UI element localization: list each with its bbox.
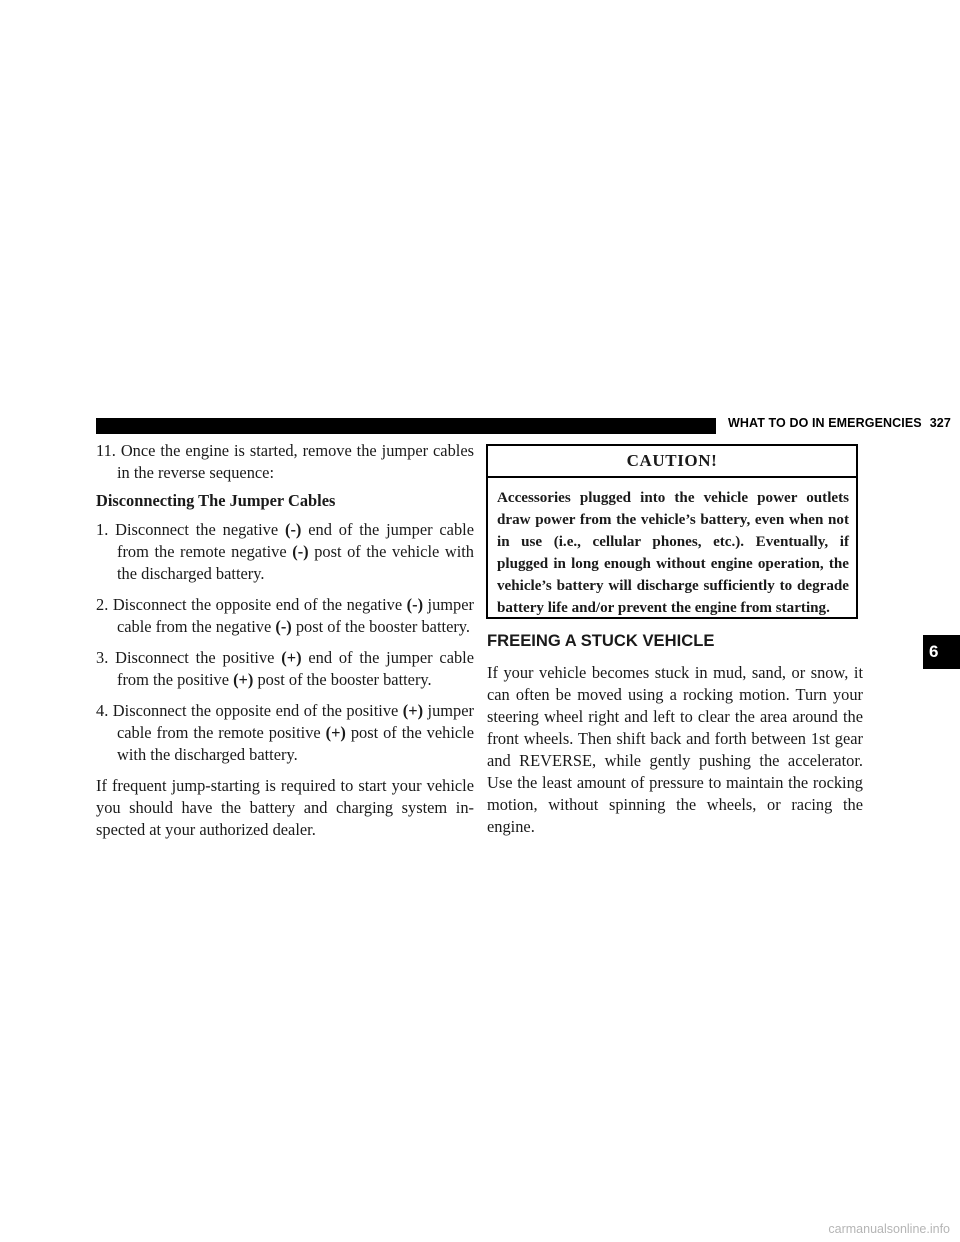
page-number: 327	[929, 416, 951, 430]
step-text: Disconnect the negative	[115, 520, 285, 539]
step-number: 2.	[96, 595, 109, 614]
step-text: jumper cable from the negative	[117, 595, 474, 636]
step-text: post of the vehicle with the discharged battery.	[117, 723, 474, 764]
step-text: Disconnect the opposite end of the positive	[112, 701, 403, 720]
step-number: 11.	[96, 441, 116, 460]
terminal-symbol: (+)	[402, 701, 424, 720]
step-text: post of the booster battery.	[291, 617, 471, 636]
terminal-symbol: (-)	[292, 542, 309, 561]
step-2	[96, 594, 474, 638]
section-heading: FREEING A STUCK VEHICLE	[487, 631, 715, 650]
caution-body: Accessories plugged into the vehicle power outlets draw power from the vehicle’s battery, even when not in use (i.e., cellular phones, etc.). Eventually, if plugged in long enough without engine operation, the vehicle’s battery will discharge sufficiently to degrade battery life and/or prevent the engine from starting.	[497, 490, 849, 616]
step-1	[96, 519, 474, 585]
step-11	[96, 440, 474, 484]
terminal-symbol: (+)	[233, 670, 254, 689]
watermark: carmanualsonline.info	[828, 1222, 950, 1236]
step-number: 3.	[96, 648, 109, 667]
caution-box	[486, 444, 858, 619]
step-text: Once the engine is started, remove the jumper cables in the reverse sequence:	[117, 441, 474, 482]
terminal-symbol: (-)	[285, 520, 302, 539]
step-text: post of the vehicle with the discharged battery.	[117, 542, 474, 583]
left-column	[96, 440, 474, 849]
closing-paragraph: If frequent jump-starting is required to start your vehicle you should have the battery and charging system in-spected at your authorized dealer.	[96, 776, 474, 839]
chapter-tab: 6	[923, 635, 960, 669]
step-4	[96, 700, 474, 766]
terminal-symbol: (+)	[281, 648, 302, 667]
subheading: Disconnecting The Jumper Cables	[96, 491, 336, 510]
terminal-symbol: (+)	[325, 723, 346, 742]
chapter-title: WHAT TO DO IN EMERGENCIES	[728, 416, 922, 430]
header-rule	[96, 418, 716, 434]
step-text: post of the booster battery.	[253, 670, 432, 689]
step-text: Disconnect the positive	[115, 648, 282, 667]
step-text: Disconnect the opposite end of the negative	[112, 595, 407, 614]
step-number: 4.	[96, 701, 109, 720]
step-text: end of the jumper cable from the remote negative	[117, 520, 474, 561]
page-header	[728, 416, 951, 430]
step-number: 1.	[96, 520, 109, 539]
caution-title: CAUTION!	[488, 446, 856, 478]
step-text: jumper cable from the remote positive	[117, 701, 474, 742]
step-text: end of the jumper cable from the positive	[117, 648, 474, 689]
step-3	[96, 647, 474, 691]
section-body: If your vehicle becomes stuck in mud, sand, or snow, it can often be moved using a rocking motion. Turn your steering wheel right and left to clear the area around the front wheels. Then shift back and forth between 1st gear and REVERSE, while gently pushing the accelerator. Use the least amount of pressure to maintain the rocking motion, without spinning the wheels, or racing the engine.	[487, 663, 863, 836]
terminal-symbol: (-)	[406, 595, 424, 614]
right-column	[487, 630, 863, 838]
terminal-symbol: (-)	[275, 617, 292, 636]
